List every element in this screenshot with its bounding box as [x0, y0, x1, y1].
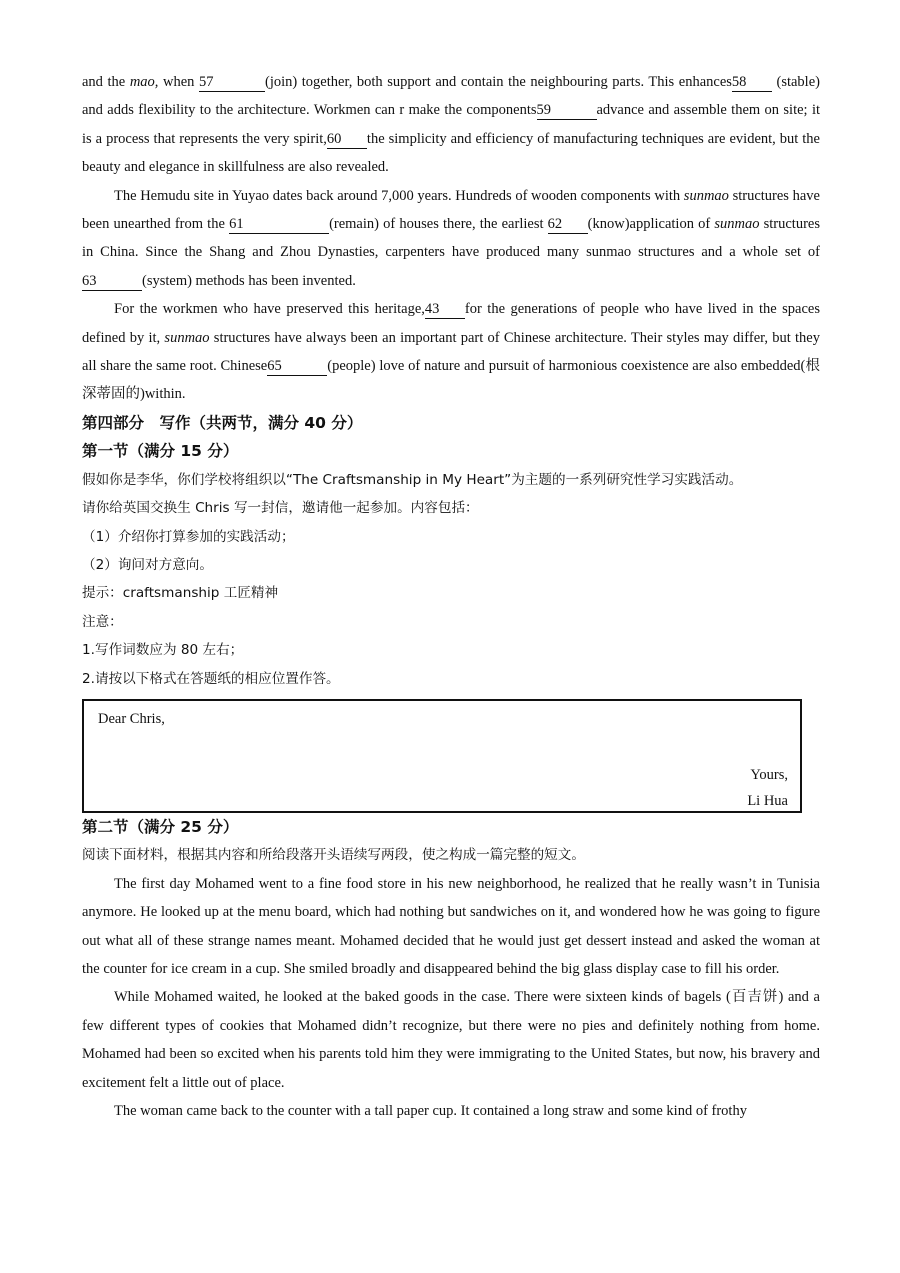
text: For the workmen who have preserved this heritage,: [114, 301, 425, 318]
blank-58[interactable]: 58: [732, 74, 772, 92]
text-italic: mao,: [129, 74, 159, 90]
passage-paragraph-1: [82, 68, 820, 182]
blank-43[interactable]: 43: [425, 301, 465, 319]
section1-note: 注意：: [82, 613, 123, 630]
letter-greeting: Dear Chris,: [98, 710, 165, 727]
text-italic: sunmao: [714, 216, 760, 233]
section2-instruction: 阅读下面材料，根据其内容和所给段落开头语续写两段，使之构成一篇完整的短文。: [82, 847, 585, 864]
text: (know)application of: [587, 216, 715, 233]
text: for the generations of people who have lived in the spaces defined by it,: [82, 301, 820, 346]
text: structures in China. Since the Shang and Zhou Dynasties, carpenters have produced many sunmao structures and a whole set of: [82, 216, 820, 261]
text: when: [158, 74, 199, 90]
text: (people) love of nature and pursuit of harmonious coexistence are also embedded(根深蒂固的)within.: [82, 358, 820, 403]
story-paragraph-1: The first day Mohamed went to a fine food store in his new neighborhood, he realized that he really wasn’t in Tunisia anymore. He looked up at the menu board, which had nothing but sandwiches on it, and wondered how he was going to figure out what all of these strange names meant. Mohamed decided that he would just get dessert instead and asked the woman at the counter for ice cream in a cup. She smiled broadly and disappeared behind the big glass display case to fill his order.: [82, 875, 820, 977]
section1-item-2: （2）询问对方意向。: [82, 556, 213, 573]
text-italic: sunmao: [683, 187, 729, 204]
blank-59[interactable]: 59: [537, 102, 597, 120]
blank-61[interactable]: 61: [229, 216, 329, 234]
letter-signature: Li Hua: [747, 792, 788, 809]
exam-page: [82, 68, 820, 1125]
text: structures have been unearthed from the: [82, 187, 820, 233]
section1-note-1: 1.写作词数应为 80 左右；: [82, 642, 244, 659]
text: advance and assemble them on site; it is a process that represents the very spirit,: [82, 102, 821, 147]
text: structures have always been an important part of Chinese architecture. Their styles may differ, but they all share the same root. Chinese: [82, 329, 820, 375]
passage-paragraph-3: [82, 295, 820, 409]
section1-note-2: 2.请按以下格式在答题纸的相应位置作答。: [82, 670, 340, 687]
section1-prompt-line2: 请你给英国交换生 Chris 写一封信，邀请他一起参加。内容包括：: [82, 500, 479, 517]
story-paragraph-3: The woman came back to the counter with a tall paper cup. It contained a long straw and some kind of frothy: [114, 1103, 747, 1119]
blank-65[interactable]: 65: [267, 358, 327, 376]
blank-62[interactable]: 62: [548, 216, 588, 234]
section1-title: 第一节（满分 15 分）: [82, 442, 239, 461]
story-paragraph-2: While Mohamed waited, he looked at the baked goods in the case. There were sixteen kinds of bagels (百吉饼) and a few different types of cookies that Mohamed didn’t recognize, but there were no pies and definitely nothing from home. Mohamed had been so excited when his parents told him they were immigrating to the United States, but now, his bravery and excitement felt a little out of place.: [82, 989, 820, 1091]
letter-closing: Yours,: [750, 766, 788, 783]
part4-title: 第四部分 写作（共两节，满分 40 分）: [82, 413, 363, 432]
text: (stable) and adds flexibility to the architecture. Workmen can r make the components: [82, 74, 820, 119]
section1-hint: 提示：craftsmanship 工匠精神: [82, 585, 279, 602]
text: (system) methods has been invented.: [142, 272, 356, 289]
text: and the: [82, 74, 130, 90]
text-italic: sunmao: [164, 329, 210, 346]
section1-item-1: （1）介绍你打算参加的实践活动；: [82, 528, 295, 545]
text: The Hemudu site in Yuyao dates back around 7,000 years. Hundreds of wooden components with: [114, 187, 684, 204]
letter-format-box: [82, 699, 802, 813]
text: (join) together, both support and contain the neighbouring parts. This enhances: [264, 74, 732, 90]
blank-57[interactable]: 57: [199, 74, 265, 92]
text: the simplicity and efficiency of manufacturing techniques are evident, but the beauty and elegance in skillfulness are also revealed.: [82, 130, 820, 176]
text: (remain) of houses there, the earliest: [329, 216, 548, 233]
blank-60[interactable]: 60: [327, 131, 367, 149]
passage-paragraph-2: [82, 182, 820, 296]
section1-prompt-line1: 假如你是李华，你们学校将组织以“The Craftsmanship in My Heart”为主题的一系列研究性学习实践活动。: [82, 471, 743, 488]
section2-title: 第二节（满分 25 分）: [82, 817, 239, 836]
blank-63[interactable]: 63: [82, 273, 142, 291]
